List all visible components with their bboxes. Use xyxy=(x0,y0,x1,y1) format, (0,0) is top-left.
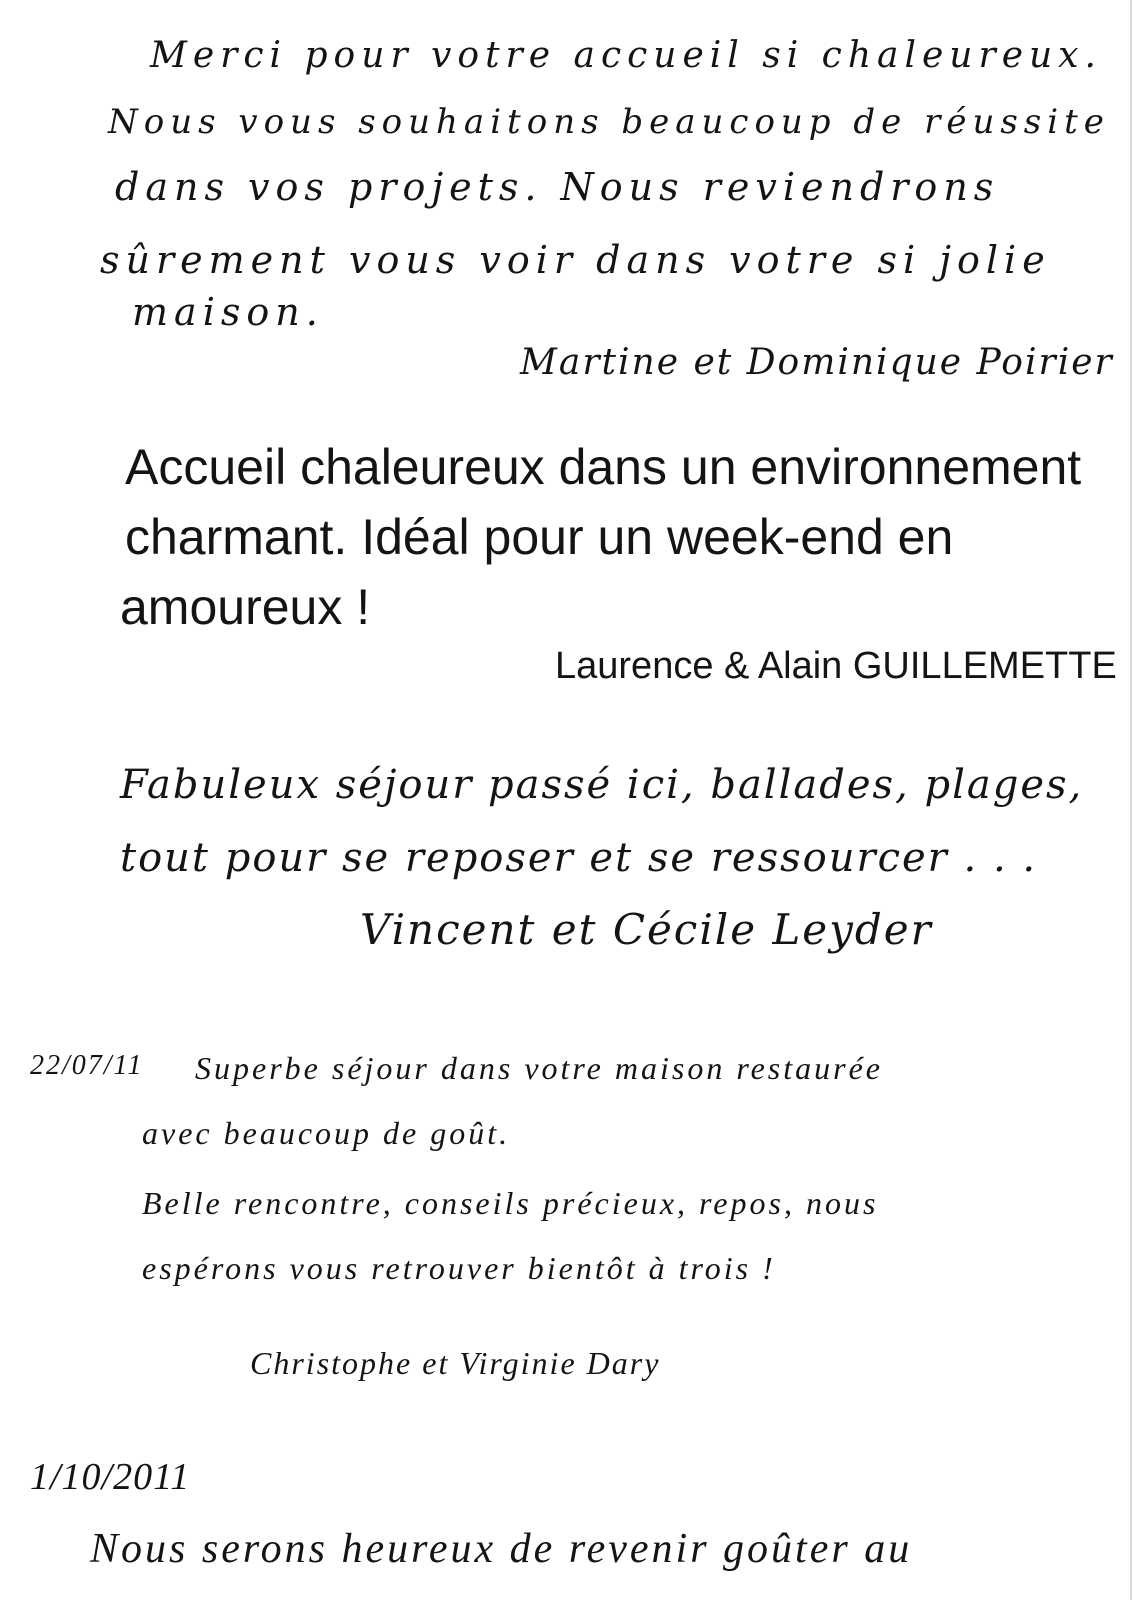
entry-2-line-1: Accueil chaleureux dans un environnement xyxy=(125,439,1082,495)
entry-3-signature: Vincent et Cécile Leyder xyxy=(360,905,933,954)
entry-1-line-5: maison. xyxy=(132,290,324,334)
entry-3-line-2: tout pour se reposer et se ressourcer . . . xyxy=(120,835,1038,881)
entry-1-signature: Martine et Dominique Poirier xyxy=(520,342,1114,383)
entry-3-line-1: Fabuleux séjour passé ici, ballades, plages, xyxy=(120,762,1084,808)
entry-2-signature: Laurence & Alain GUILLEMETTE xyxy=(555,645,1117,687)
entry-4-date: 22/07/11 xyxy=(30,1050,144,1081)
entry-1-line-3: dans vos projets. Nous reviendrons xyxy=(115,165,1000,209)
entry-4-line-3: Belle rencontre, conseils précieux, repos, nous xyxy=(142,1185,879,1221)
entry-1-line-4: sûrement vous voir dans votre si jolie xyxy=(100,238,1051,282)
entry-4-signature: Christophe et Virginie Dary xyxy=(250,1345,661,1381)
entry-4-line-2: avec beaucoup de goût. xyxy=(142,1115,511,1151)
entry-4-line-4: espérons vous retrouver bientôt à trois ! xyxy=(142,1250,776,1286)
entry-5-date: 1/10/2011 xyxy=(30,1456,191,1498)
entry-2-line-3: amoureux ! xyxy=(120,579,371,635)
entry-1-line-1: Merci pour votre accueil si chaleureux. xyxy=(150,35,1102,76)
entry-4-line-1: Superbe séjour dans votre maison restaurée xyxy=(195,1050,883,1086)
entry-1-line-2: Nous vous souhaitons beaucoup de réussite xyxy=(108,102,1110,142)
entry-2-line-2: charmant. Idéal pour un week-end en xyxy=(125,509,954,565)
entry-5-line-1: Nous serons heureux de revenir goûter au xyxy=(90,1526,913,1572)
